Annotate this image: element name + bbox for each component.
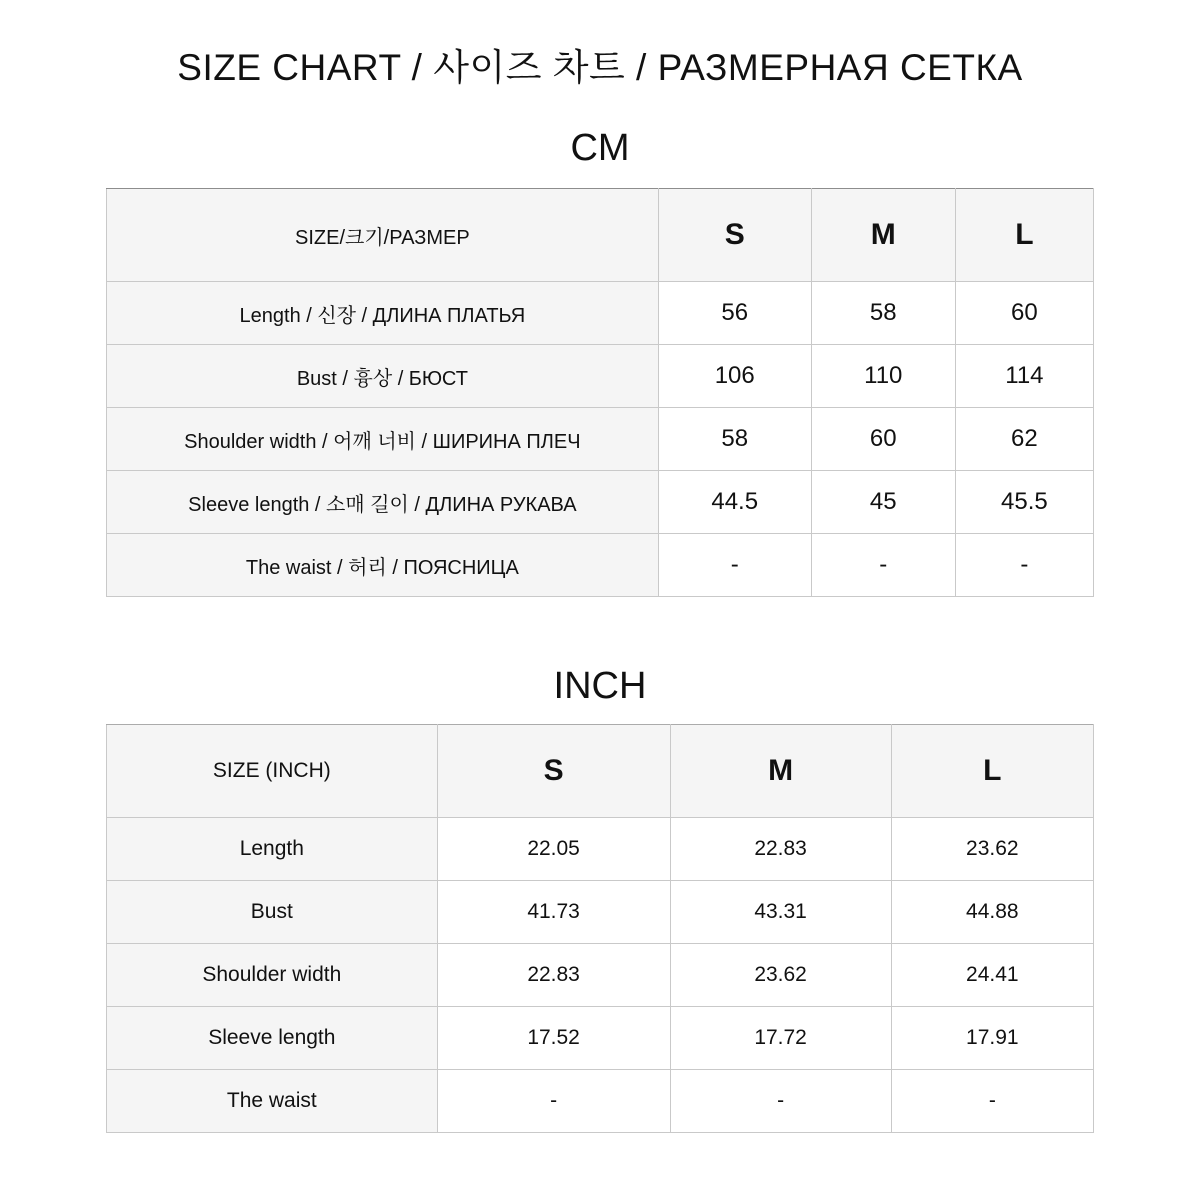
cm-row-the-waist bbox=[107, 534, 1094, 597]
inch-header-label: SIZE (INCH) bbox=[107, 725, 438, 818]
cell-value: 56 bbox=[658, 282, 811, 345]
cell-value: 23.62 bbox=[670, 944, 891, 1007]
cm-row-bust bbox=[107, 345, 1094, 408]
row-label: Shoulder width / 어깨 너비 / ШИРИНА ПЛЕЧ bbox=[107, 408, 659, 471]
page-title: SIZE CHART / 사이즈 차트 / РАЗМЕРНАЯ СЕТКА bbox=[177, 47, 1023, 88]
inch-row-sleeve-length bbox=[107, 1007, 1094, 1070]
inch-size-col-l: L bbox=[891, 725, 1093, 818]
cell-value: 17.52 bbox=[437, 1007, 670, 1070]
cm-header-label: SIZE/크기/РАЗМЕР bbox=[107, 189, 659, 282]
cell-value: 45 bbox=[811, 471, 955, 534]
inch-section-heading: INCH bbox=[553, 665, 647, 707]
cell-value: 44.88 bbox=[891, 881, 1093, 944]
cell-value: 60 bbox=[955, 282, 1093, 345]
inch-row-bust bbox=[107, 881, 1094, 944]
cell-value: 22.83 bbox=[437, 944, 670, 1007]
row-label: Sleeve length / 소매 길이 / ДЛИНА РУКАВА bbox=[107, 471, 659, 534]
cell-value: 22.05 bbox=[437, 818, 670, 881]
cell-value: 43.31 bbox=[670, 881, 891, 944]
cm-row-length bbox=[107, 282, 1094, 345]
row-label: Length / 신장 / ДЛИНА ПЛАТЬЯ bbox=[107, 282, 659, 345]
cell-value: 58 bbox=[811, 282, 955, 345]
cm-header-row bbox=[107, 189, 1094, 282]
cell-value: 106 bbox=[658, 345, 811, 408]
cell-value: 58 bbox=[658, 408, 811, 471]
cell-value: - bbox=[955, 534, 1093, 597]
cm-section-heading: CM bbox=[570, 127, 630, 169]
cell-value: 22.83 bbox=[670, 818, 891, 881]
cell-value: - bbox=[658, 534, 811, 597]
row-label: Sleeve length bbox=[107, 1007, 438, 1070]
cell-value: 17.91 bbox=[891, 1007, 1093, 1070]
cm-size-col-m: M bbox=[811, 189, 955, 282]
inch-row-length bbox=[107, 818, 1094, 881]
inch-size-col-s: S bbox=[437, 725, 670, 818]
cell-value: - bbox=[437, 1070, 670, 1133]
cell-value: 45.5 bbox=[955, 471, 1093, 534]
cell-value: 62 bbox=[955, 408, 1093, 471]
cell-value: 44.5 bbox=[658, 471, 811, 534]
cell-value: 110 bbox=[811, 345, 955, 408]
cell-value: 17.72 bbox=[670, 1007, 891, 1070]
cm-size-table bbox=[106, 188, 1094, 597]
inch-row-the-waist bbox=[107, 1070, 1094, 1133]
cell-value: 24.41 bbox=[891, 944, 1093, 1007]
cm-size-col-l: L bbox=[955, 189, 1093, 282]
row-label: Bust bbox=[107, 881, 438, 944]
cell-value: 41.73 bbox=[437, 881, 670, 944]
inch-size-col-m: M bbox=[670, 725, 891, 818]
cm-row-shoulder-width bbox=[107, 408, 1094, 471]
row-label: Bust / 흉상 / БЮСТ bbox=[107, 345, 659, 408]
cell-value: 114 bbox=[955, 345, 1093, 408]
cm-row-sleeve-length bbox=[107, 471, 1094, 534]
inch-size-table bbox=[106, 724, 1094, 1133]
row-label: The waist / 허리 / ПОЯСНИЦА bbox=[107, 534, 659, 597]
inch-row-shoulder-width bbox=[107, 944, 1094, 1007]
cm-size-col-s: S bbox=[658, 189, 811, 282]
row-label: Length bbox=[107, 818, 438, 881]
inch-header-row bbox=[107, 725, 1094, 818]
cell-value: - bbox=[811, 534, 955, 597]
cell-value: 23.62 bbox=[891, 818, 1093, 881]
row-label: Shoulder width bbox=[107, 944, 438, 1007]
cell-value: - bbox=[670, 1070, 891, 1133]
cell-value: - bbox=[891, 1070, 1093, 1133]
row-label: The waist bbox=[107, 1070, 438, 1133]
cell-value: 60 bbox=[811, 408, 955, 471]
